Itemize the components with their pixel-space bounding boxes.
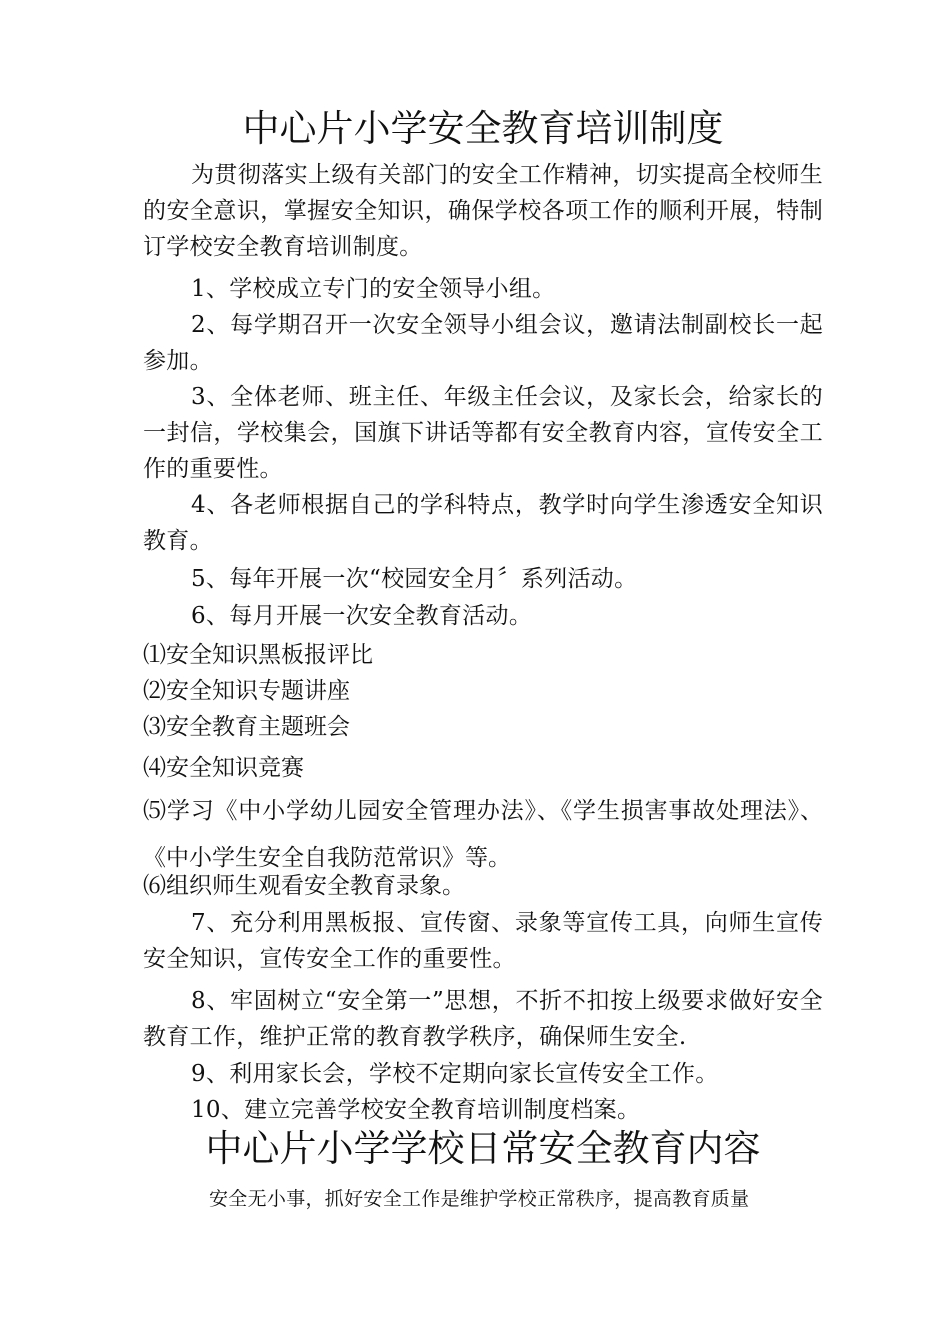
sub-item: ⑹组织师生观看安全教育录象。 [143,873,465,899]
list-item: 3、全体老师、班主任、年级主任会议，及家长会，给家长的一封信，学校集会，国旗下讲话等都有安全教育内容，宣传安全工作的重要性。 [143,384,823,482]
intro-paragraph: 为贯彻落实上级有关部门的安全工作精神，切实提高全校师生的安全意识，掌握安全知识，确保学校各项工作的顺利开展，特制订学校安全教育培训制度。 [143,162,823,260]
sub-item: ⑷安全知识竞赛 [143,755,304,781]
sub-item: ⑵安全知识专题讲座 [143,678,350,704]
sub-item: ⑴安全知识黑板报评比 [143,642,373,668]
list-item: 9、利用家长会，学校不定期向家长宣传安全工作。 [191,1061,719,1087]
list-item: 5、每年开展一次“校园安全月〞系列活动。 [191,566,638,592]
document-title: 中心片小学安全教育培训制度 [242,107,724,150]
list-item: 4、各老师根据自己的学科特点，教学时向学生渗透安全知识教育。 [143,492,823,554]
section-title: 中心片小学学校日常安全教育内容 [205,1127,761,1170]
list-item: 6、每月开展一次安全教育活动。 [191,603,533,629]
list-item: 8、牢固树立“安全第一”思想，不折不扣按上级要求做好安全教育工作，维护正常的教育教学秩序，确保师生安全. [143,988,823,1050]
list-item: 10、建立完善学校安全教育培训制度档案。 [191,1097,641,1123]
section-intro: 安全无小事，抓好安全工作是维护学校正常秩序，提高教育质量 [209,1188,750,1210]
list-item: 7、充分利用黑板报、宣传窗、录象等宣传工具，向师生宣传安全知识，宣传安全工作的重要性。 [143,910,823,972]
list-item: 1、学校成立专门的安全领导小组。 [191,276,556,302]
list-item: 2、每学期召开一次安全领导小组会议，邀请法制副校长一起参加。 [143,312,823,374]
sub-item: ⑶安全教育主题班会 [143,714,350,740]
sub-item: ⑸学习《中小学幼儿园安全管理办法》、《学生损害事故处理法》、《中小学生安全自我防范常识》等。 [143,798,823,871]
